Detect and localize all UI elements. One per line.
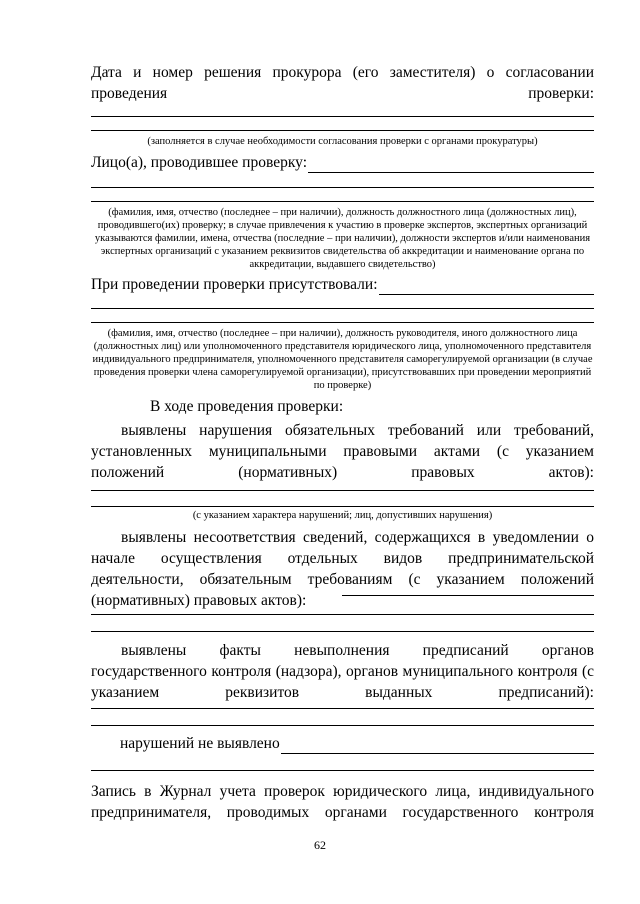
violations-paragraph: выявлены нарушения обязательных требований или требований, установленных муниципальными правовыми актами (с указанием положений (нормативных) правовых актов):	[91, 422, 594, 481]
no-violations-row	[120, 733, 594, 754]
fill-line[interactable]	[91, 130, 594, 131]
attendees-row	[91, 274, 594, 295]
page-number: 62	[314, 838, 326, 852]
inspectors-row	[91, 152, 594, 173]
attendees-label: При проведении проверки присутствовали:	[91, 276, 378, 293]
approval-date-line1: Дата и номер решения прокурора (его заместителя) о согласовании	[91, 64, 594, 81]
violations-note: (с указанием характера нарушений; лиц, допустивших нарушения)	[192, 510, 493, 521]
fill-line[interactable]	[91, 614, 594, 615]
inspection-heading: В ходе проведения проверки:	[150, 398, 344, 415]
fill-line[interactable]	[91, 490, 594, 491]
attendees-note: (фамилия, имя, отчество (последнее – при наличии), должность руководителя, иного должностного лица (должностных лиц) или уполномоченного представителя юридического лица, уполномоченного представителя индивидуального предпринимателя, уполномоченного представителя саморегулируемой организации (в случае проведения проверки члена саморегулируемой организации), присутствовавших при проведении мероприятий по проверке)	[92, 328, 593, 391]
inspectors-input-line[interactable]	[308, 155, 594, 173]
no-violations-label: нарушений не выявлено	[120, 735, 280, 752]
inspectors-note: (фамилия, имя, отчество (последнее – при наличии), должность должностного лица (должностных лиц), проводившего(их) проверку; в случае привлечения к участию в проверке экспертов, экспертных организаций указываются фамилии, имена, отчества (последние – при наличии), должности экспертов и/или наименования экспертных организаций с указанием реквизитов свидетельства об аккредитации и наименование органа по аккредитации, выдавшего свидетельство)	[94, 207, 591, 270]
fill-line[interactable]	[91, 308, 594, 309]
no-violations-input-line[interactable]	[281, 736, 594, 754]
fill-line[interactable]	[91, 631, 594, 632]
fill-line[interactable]	[342, 595, 594, 596]
fill-line[interactable]	[91, 506, 594, 507]
fill-line[interactable]	[91, 187, 594, 188]
fill-line[interactable]	[91, 201, 594, 202]
fill-line[interactable]	[91, 322, 594, 323]
attendees-input-line[interactable]	[379, 277, 594, 295]
approval-date-line2: проведения проверки:	[91, 85, 594, 102]
prosecutor-note: (заполняется в случае необходимости согласования проверки с органами прокуратуры)	[147, 136, 538, 147]
fill-line[interactable]	[91, 725, 594, 726]
journal-record-paragraph: Запись в Журнал учета проверок юридического лица, индивидуального предпринимателя, проводимых органами государственного контроля	[91, 783, 594, 821]
inspectors-label: Лицо(а), проводившее проверку:	[91, 154, 308, 171]
fill-line[interactable]	[91, 116, 594, 117]
orders-unfulfilled-paragraph: выявлены факты невыполнения предписаний органов государственного контроля (надзора), органов муниципального контроля (с указанием реквизитов выданных предписаний):	[91, 642, 594, 701]
discrepancies-paragraph: выявлены несоответствия сведений, содержащихся в уведомлении о начале осуществления отдельных видов предпринимательской деятельности, обязательным требованиям (с указанием положений (нормативных) правовых актов):	[91, 529, 594, 609]
fill-line[interactable]	[91, 708, 594, 709]
fill-line[interactable]	[91, 770, 594, 771]
